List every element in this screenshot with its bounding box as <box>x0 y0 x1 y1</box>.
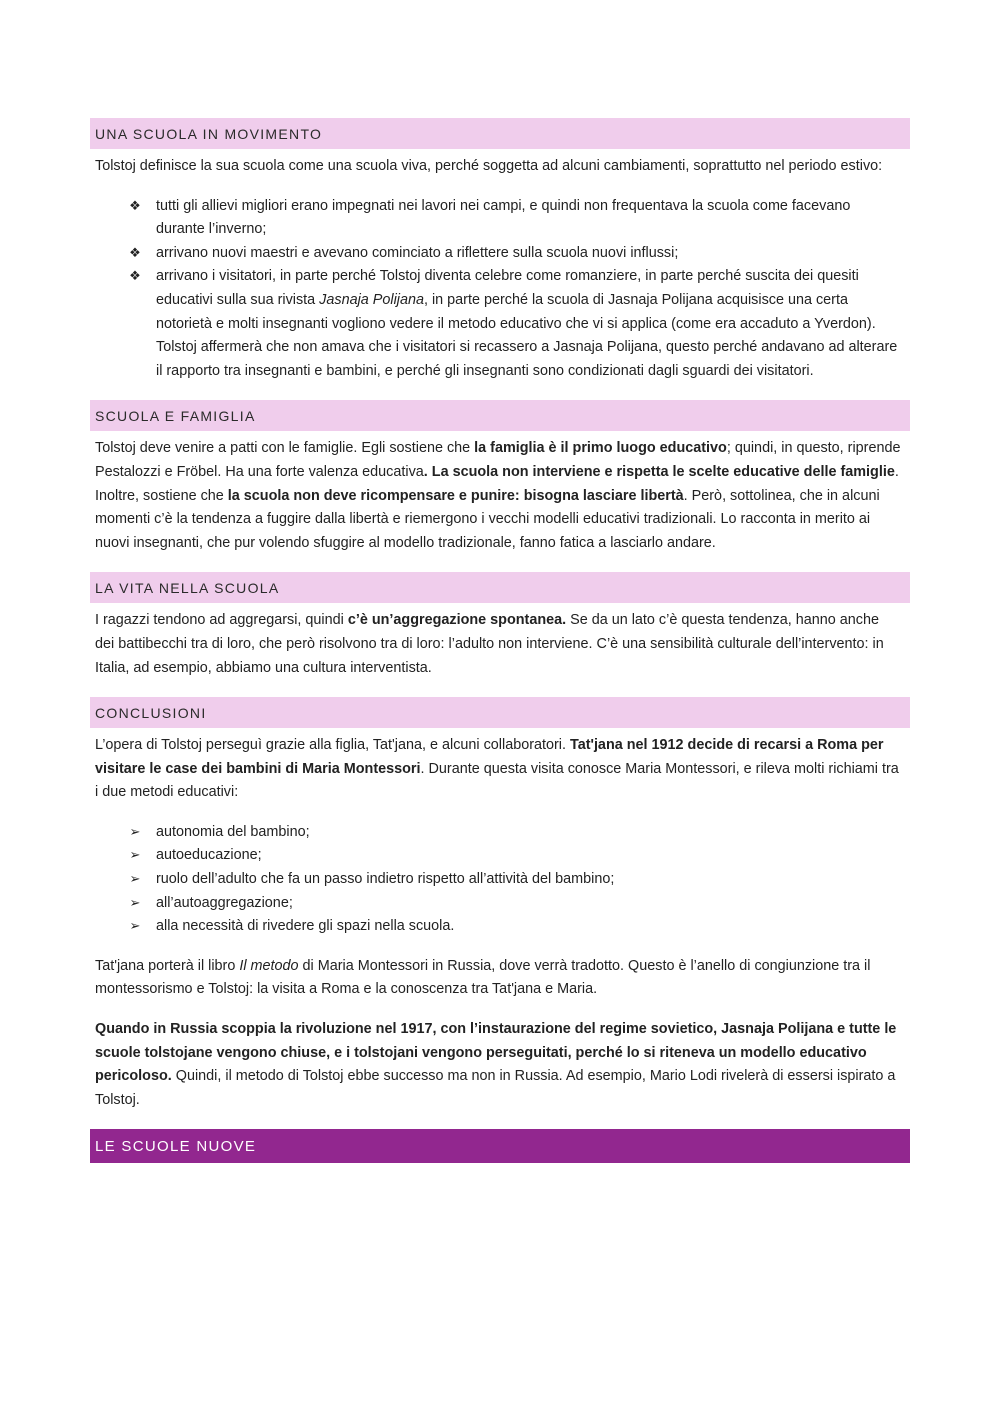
arrow-bullet-list <box>90 821 910 939</box>
bold-text: Tat'jana nel 1912 decide di recarsi a Roma per visitare le case dei bambini di Maria Montessori <box>95 737 884 777</box>
list-item-text: autoeducazione; <box>156 847 262 864</box>
diamond-dingbat-icon: ❖ <box>129 269 141 285</box>
book-title: Il metodo <box>239 957 299 974</box>
section-heading: SCUOLA E FAMIGLIA <box>90 400 910 431</box>
text-run: Quindi, il metodo di Tolstoj ebbe successo ma non in Russia. Ad esempio, Mario Lodi rivelerà di essersi ispirato a Tolstoj. <box>95 1068 896 1108</box>
list-item-text: arrivano i visitatori, in parte perché Tolstoj diventa celebre come romanziere, in parte perché suscita dei quesiti educativi sulla sua rivista <box>156 268 859 308</box>
list-item-text: , in parte perché la scuola di Jasnaja Polijana acquisisce una certa notorietà e molti insegnanti vogliono vedere il metodo educativo che vi si applica (come era accaduto a Yverdon). Tolstoj affermerà che non amava che i visitatori si recassero a Jasnaja Polijana, questo perché andavano ad alterare il rapporto tra insegnanti e bambini, e perché gli insegnanti sono condizionati dagli sguardi dei visitatori. <box>156 291 898 379</box>
chapter-heading: LE SCUOLE NUOVE <box>90 1129 910 1163</box>
list-item-text: alla necessità di rivedere gli spazi nella scuola. <box>156 918 455 935</box>
text-run: I ragazzi tendono ad aggregarsi, quindi <box>95 612 348 629</box>
list-item-text: arrivano nuovi maestri e avevano cominciato a riflettere sulla scuola nuovi influssi; <box>156 244 679 261</box>
arrowhead-bullet-icon: ➢ <box>129 848 141 864</box>
text-run: . Durante questa visita conosce Maria Montessori, e rileva molti richiami tra i due metodi educativi: <box>95 760 899 801</box>
list-item <box>90 821 910 845</box>
text-run: Se da un lato c’è questa tendenza, hanno anche dei battibecchi tra di loro, che però risolvono tra di loro: l’adulto non interviene. C’è una sensibilità culturale dell’intervento: in Italia, ad esempio, abbiamo una cultura interventista. <box>95 612 884 676</box>
text-run: . Però, sottolinea, che in alcuni momenti c’è la tendenza a fuggire dalla libertà e riemergono i vecchi modelli educativi tradizionali. Lo racconta in merito ai nuovi insegnanti, che pur volendo sfuggire al modello tradizionale, fanno fatica a lasciarlo andare. <box>95 487 880 551</box>
bold-text: la famiglia è il primo luogo educativo <box>474 440 727 457</box>
arrowhead-bullet-icon: ➢ <box>129 895 141 911</box>
arrowhead-bullet-icon: ➢ <box>129 919 141 935</box>
list-item <box>90 265 910 383</box>
document-body <box>90 118 910 1163</box>
paragraph <box>90 955 910 1002</box>
list-item <box>90 915 910 939</box>
list-item <box>90 892 910 916</box>
arrowhead-bullet-icon: ➢ <box>129 872 141 888</box>
bullet-list <box>90 195 910 384</box>
list-item <box>90 868 910 892</box>
journal-title: Jasnaja Polijana <box>319 291 424 308</box>
list-item-text: tutti gli allievi migliori erano impegnati nei lavori nei campi, e quindi non frequentava la scuola come facevano durante l’inverno; <box>156 197 851 238</box>
list-item <box>90 844 910 868</box>
diamond-dingbat-icon: ❖ <box>129 198 141 214</box>
text-run: ; quindi, in questo, riprende Pestalozzi e Fröbel. Ha una forte valenza educativa <box>95 440 901 480</box>
section-heading: UNA SCUOLA IN MOVIMENTO <box>90 118 910 149</box>
list-item-text: all’autoaggregazione; <box>156 894 293 911</box>
paragraph: Tolstoj definisce la sua scuola come una scuola viva, perché soggetta ad alcuni cambiamenti, soprattutto nel periodo estivo: <box>95 158 883 174</box>
paragraph <box>90 1018 910 1112</box>
text-run: Tolstoj deve venire a patti con le famiglie. Egli sostiene che <box>95 440 475 457</box>
bold-text: . La scuola non interviene e rispetta le scelte educative delle famiglie <box>423 463 895 480</box>
list-item-text: ruolo dell’adulto che fa un passo indietro rispetto all’attività del bambino; <box>156 871 615 888</box>
section-heading: LA VITA NELLA SCUOLA <box>90 572 910 603</box>
paragraph <box>90 437 910 555</box>
bold-text: la scuola non deve ricompensare e punire: bisogna lasciare libertà <box>227 487 684 504</box>
text-run: di Maria Montessori in Russia, dove verrà tradotto. Questo è l’anello di congiunzione tra il montessorismo e Tolstoj: la visita a Roma e la conoscenza tra Tat'jana e Maria. <box>95 957 871 998</box>
list-item-text: autonomia del bambino; <box>156 823 310 840</box>
bold-text: Quando in Russia scoppia la rivoluzione nel 1917, con l’instaurazione del regime sovietico, Jasnaja Polijana e tutte le scuole tolstojane vengono chiuse, e i tolstojani vengono perseguitati, perché lo si riteneva un modello educativo pericoloso. <box>95 1021 897 1085</box>
bold-text: c’è un’aggregazione spontanea. <box>347 612 567 629</box>
paragraph <box>90 734 910 805</box>
paragraph <box>90 609 910 680</box>
list-item <box>90 242 910 266</box>
text-run: L’opera di Tolstoj perseguì grazie alla figlia, Tat'jana, e alcuni collaboratori. <box>95 737 570 754</box>
arrowhead-bullet-icon: ➢ <box>129 824 141 840</box>
text-run: . Inoltre, sostiene che <box>95 463 899 504</box>
text-run: Tat'jana porterà il libro <box>95 957 240 974</box>
section-heading: CONCLUSIONI <box>90 697 910 728</box>
list-item <box>90 195 910 242</box>
diamond-dingbat-icon: ❖ <box>129 245 141 261</box>
